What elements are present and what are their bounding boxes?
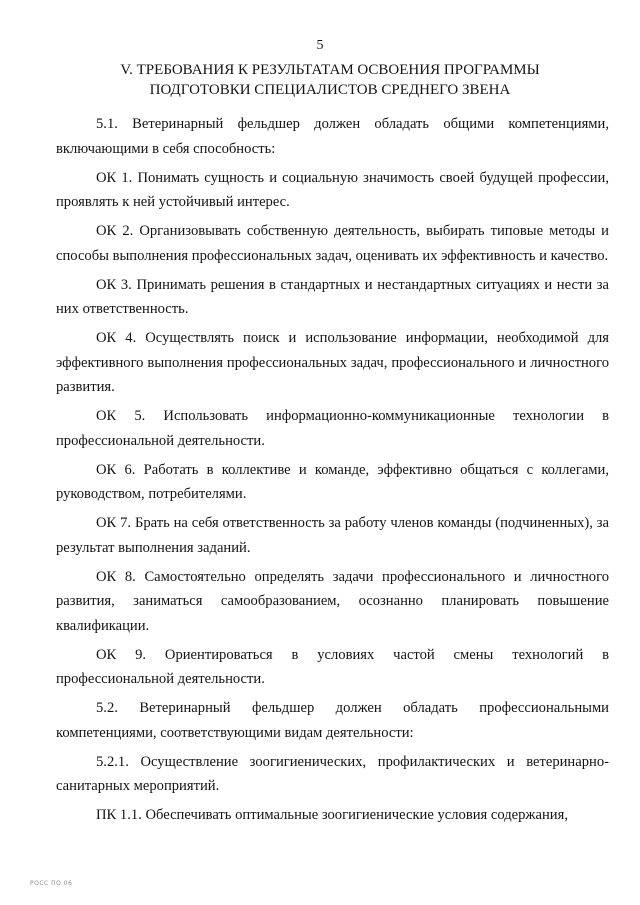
heading-line-1: V. ТРЕБОВАНИЯ К РЕЗУЛЬТАТАМ ОСВОЕНИЯ ПРОГРАММЫ (120, 62, 540, 78)
document-body (56, 112, 609, 828)
paragraph-ok-3: ОК 3. Принимать решения в стандартных и нестандартных ситуациях и нести за них ответственность. (56, 276, 609, 317)
paragraph-pk-1-1: ПК 1.1. Обеспечивать оптимальные зоогигиенические условия содержания, (96, 807, 568, 823)
section-heading (60, 60, 600, 100)
paragraph-ok-1: ОК 1. Понимать сущность и социальную значимость своей будущей профессии, проявлять к ней устойчивый интерес. (56, 169, 609, 210)
paragraph-5-2-1: 5.2.1. Осуществление зоогигиенических, профилактических и ветеринарно-санитарных мероприятий. (56, 753, 609, 794)
paragraph-ok-5: ОК 5. Использовать информационно-коммуникационные технологии в профессиональной деятельности. (56, 408, 609, 449)
footer-stamp: РОСС ПО 06 (30, 880, 73, 887)
paragraph-ok-6: ОК 6. Работать в коллективе и команде, эффективно общаться с коллегами, руководством, потребителями. (56, 461, 609, 502)
paragraph-5-2: 5.2. Ветеринарный фельдшер должен обладать профессиональными компетенциями, соответствующими видам деятельности: (56, 700, 609, 741)
paragraph-5-1: 5.1. Ветеринарный фельдшер должен обладать общими компетенциями, включающими в себя способность: (56, 116, 609, 157)
paragraph-ok-2: ОК 2. Организовывать собственную деятельность, выбирать типовые методы и способы выполнения профессиональных задач, оценивать их эффективность и качество. (56, 223, 609, 264)
paragraph-ok-7: ОК 7. Брать на себя ответственность за работу членов команды (подчиненных), за результат выполнения заданий. (56, 515, 609, 556)
paragraph-ok-9: ОК 9. Ориентироваться в условиях частой смены технологий в профессиональной деятельности. (56, 646, 609, 687)
page-number: 5 (316, 38, 324, 53)
heading-line-2: ПОДГОТОВКИ СПЕЦИАЛИСТОВ СРЕДНЕГО ЗВЕНА (149, 82, 511, 98)
paragraph-ok-4: ОК 4. Осуществлять поиск и использование информации, необходимой для эффективного выполнения профессиональных задач, профессионального и личностного развития. (56, 330, 609, 395)
paragraph-ok-8: ОК 8. Самостоятельно определять задачи профессионального и личностного развития, заниматься самообразованием, осознанно планировать повышение квалификации. (56, 568, 609, 634)
